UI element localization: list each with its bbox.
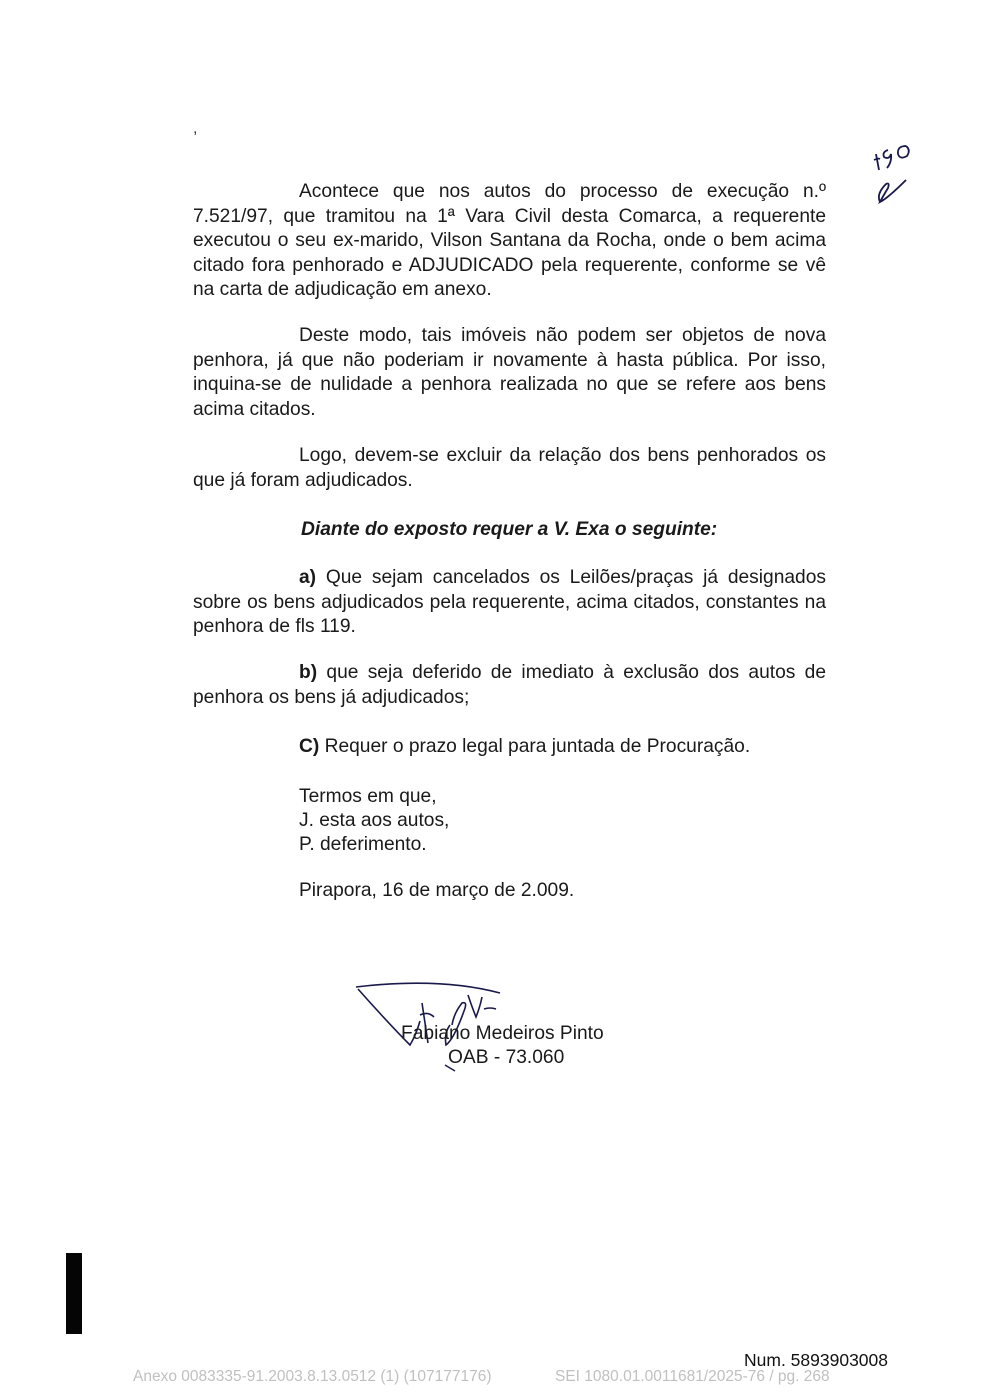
document-number: Num. 5893903008 xyxy=(744,1350,888,1370)
handwritten-folio-number xyxy=(862,132,942,212)
signer-oab-number: OAB - 73.060 xyxy=(448,1047,565,1068)
paragraph-execution-background: Acontece que nos autos do processo de execução n.º 7.521/97, que tramitou na 1ª Vara Civil desta Comarca, a requerente executou o seu ex-marido, Vilson Santana da Rocha, onde o bem acima citado fora penhorado e ADJUDICADO pela requerente, conforme se vê na carta de adjudicação em anexo. xyxy=(193,181,826,300)
request-item-b xyxy=(193,661,826,710)
folio-handwriting-icon xyxy=(862,132,942,212)
request-item-text: que seja deferido de imediato à exclusão dos autos de penhora os bens já adjudicados; xyxy=(193,662,826,708)
paragraph-nullity-argument: Deste modo, tais imóveis não podem ser objetos de nova penhora, já que não poderiam ir novamente à hasta pública. Por isso, inquina-se de nulidade a penhora realizada no que se refere aos bens acima citados. xyxy=(193,325,826,420)
stray-mark: , xyxy=(193,120,198,137)
scan-margin-mark xyxy=(66,1253,82,1334)
request-item-c xyxy=(193,735,826,760)
paragraph-exclusion-conclusion: Logo, devem-se excluir da relação dos bens penhorados os que já foram adjudicados. xyxy=(193,445,826,491)
request-item-label: C) xyxy=(299,736,320,757)
request-item-label: b) xyxy=(299,662,318,683)
request-item-text: Requer o prazo legal para juntada de Procuração. xyxy=(319,736,751,757)
closing-line-3: P. deferimento. xyxy=(299,834,427,855)
request-item-a xyxy=(193,566,826,640)
signer-name: Fabiano Medeiros Pinto xyxy=(401,1023,604,1044)
closing-line-1: Termos em que, xyxy=(299,786,437,807)
closing-line-2: J. esta aos autos, xyxy=(299,810,450,831)
footer-sei-reference: SEI 1080.01.0011681/2025-76 / pg. 268 xyxy=(555,1368,830,1385)
place-and-date: Pirapora, 16 de março de 2.009. xyxy=(299,880,575,901)
requests-heading: Diante do exposto requer a V. Exa o seguinte: xyxy=(301,519,718,540)
request-item-text: Que sejam cancelados os Leilões/praças já designados sobre os bens adjudicados pela requerente, acima citados, constantes na penhora de fls 119. xyxy=(193,567,826,637)
footer-annex-reference: Anexo 0083335-91.2003.8.13.0512 (1) (107177176) xyxy=(133,1368,492,1385)
request-item-label: a) xyxy=(299,567,317,588)
